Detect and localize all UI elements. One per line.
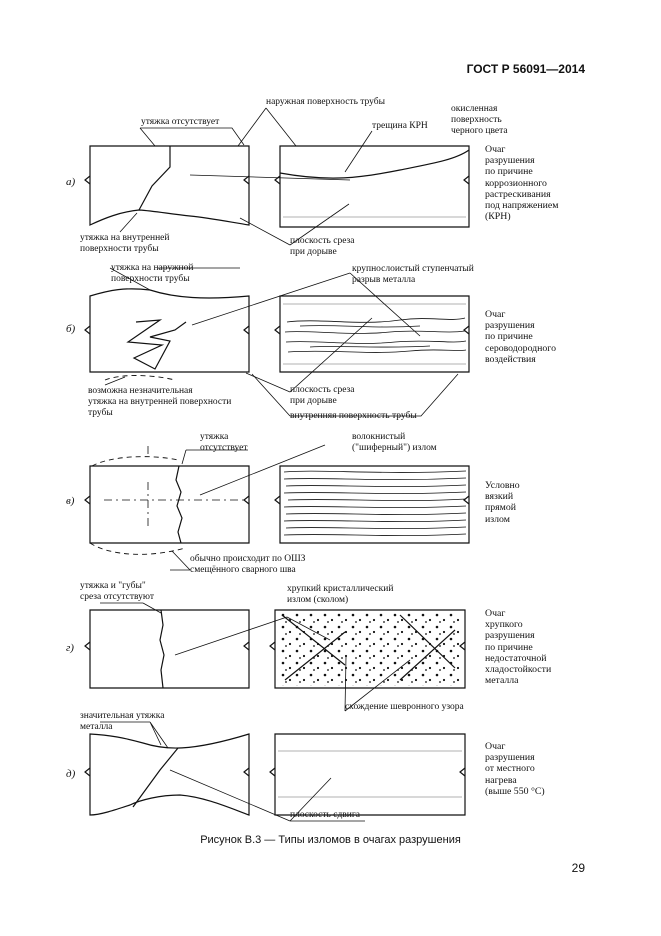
label-oxidized: окисленная поверхность черного цвета (451, 104, 508, 136)
label-shear-slip: плоскость сдвига (290, 810, 360, 820)
label-outer-surface: наружная поверхность трубы (266, 97, 386, 107)
label-crack: трещина КРН (372, 121, 428, 131)
row-tag-a: а) (66, 176, 76, 188)
label-possible-necking: возможна незначительная утяжка на внутренней поверхности трубы (88, 386, 232, 418)
side-note-a: Очаг разрушения по причине коррозионного растрескивания под напряжением (КРН) (485, 144, 559, 223)
row-tag-d: д) (66, 768, 76, 780)
label-inner-necking: утяжка на внутренней поверхности трубы (80, 233, 170, 254)
side-note-g: Очаг хрупкого разрушения по причине недостаточной хладостойкости металла (485, 608, 552, 687)
row-g-drawing (85, 603, 465, 711)
side-note-v: Условно вязкий прямой излом (485, 480, 520, 525)
row-tag-g: г) (66, 642, 74, 654)
page-number: 29 (571, 861, 585, 875)
label-no-necking-a: утяжка отсутствует (141, 117, 220, 127)
side-note-b: Очаг разрушения по причине сероводородного воздействия (485, 309, 556, 365)
label-chevron: схождение шевронного узора (345, 702, 464, 712)
row-c-drawing (85, 445, 469, 570)
label-outer-necking: утяжка на наружной поверхности трубы (111, 263, 194, 284)
row-tag-b: б) (66, 323, 76, 335)
row-d-drawing (85, 722, 465, 821)
label-no-lips: утяжка и "губы" среза отсутствуют (80, 581, 155, 602)
label-shear-plane-a: плоскость среза при дорыве (290, 236, 355, 257)
label-fibrous: волокнистый ("шиферный") излом (352, 432, 437, 453)
label-inner-surface: внутренняя поверхность трубы (290, 411, 417, 421)
label-stepped: крупнослоистый ступенчатый разрыв металла (352, 264, 474, 285)
label-haz: обычно происходит по ОШЗ смещённого сварного шва (190, 554, 306, 575)
label-significant-necking: значительная утяжка металла (80, 711, 165, 732)
figure-caption: Рисунок В.3 — Типы изломов в очагах разрушения (200, 834, 461, 846)
side-note-d: Очаг разрушения от местного нагрева (выше 550 °С) (485, 741, 545, 797)
label-no-necking-v: утяжка отсутствует (200, 432, 248, 453)
row-tag-v: в) (66, 495, 75, 507)
standard-header: ГОСТ Р 56091—2014 (466, 62, 585, 76)
label-brittle: хрупкий кристаллический излом (сколом) (287, 584, 394, 605)
label-shear-plane-b: плоскость среза при дорыве (290, 385, 355, 406)
